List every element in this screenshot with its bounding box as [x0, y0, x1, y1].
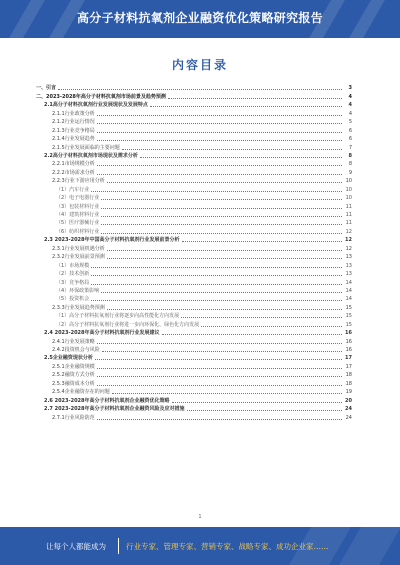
- toc-entry[interactable]: [36, 346, 352, 354]
- toc-entry-title: 2.7.1行业风险防范: [52, 414, 95, 421]
- toc-entry-title: 2.2.3行业下游应用分析: [52, 178, 105, 185]
- toc-entry-page: 11: [345, 212, 352, 218]
- toc-entry-title: 2.5.3融资成本分析: [52, 380, 95, 387]
- toc-entry[interactable]: [36, 312, 352, 320]
- toc-entry-title: （6）纺织材料行业: [56, 228, 100, 235]
- toc-leader-dots: [97, 165, 342, 166]
- toc-entry-page: 4: [348, 102, 352, 109]
- toc-entry-title: 2.2高分子材料抗氧剂市场现状及需求分析: [44, 152, 138, 159]
- toc-leader-dots: [97, 115, 342, 116]
- toc-entry-title: 2.1.1行业政策分析: [52, 110, 95, 117]
- toc-leader-dots: [168, 98, 342, 99]
- toc-entry-page: 8: [348, 161, 352, 168]
- toc-entry-title: （1）高分子材料抗氧剂行业将逐步向高性能化方向发展: [56, 313, 180, 320]
- toc-entry-page: 20: [345, 397, 352, 404]
- toc-leader-dots: [97, 385, 342, 386]
- toc-entry-page: 14: [345, 296, 352, 303]
- toc-entry[interactable]: [36, 379, 352, 387]
- toc-entry-title: 二、2023-2028年高分子材料抗氧剂市场前景及趋势预测: [36, 93, 166, 100]
- toc-entry[interactable]: [36, 270, 352, 278]
- footer-slogan-right: 行业专家、管理专家、营销专家、战略专家、成功企业家……: [126, 542, 329, 551]
- toc-entry[interactable]: [36, 160, 352, 168]
- footer-divider: [118, 538, 119, 554]
- toc-entry[interactable]: [36, 405, 352, 413]
- toc-entry-page: 16: [345, 347, 352, 353]
- toc-entry-title: （2）电子电器行业: [56, 195, 100, 202]
- toc-entry[interactable]: [36, 396, 352, 404]
- toc-leader-dots: [150, 106, 342, 107]
- toc-leader-dots: [91, 267, 342, 268]
- toc-entry-page: 3: [348, 85, 352, 92]
- toc-entry-title: 2.5企业融资现状分析: [44, 355, 93, 362]
- toc-entry-title: （4）环保政策影响: [56, 287, 100, 294]
- toc-entry[interactable]: [36, 92, 352, 100]
- table-of-contents: [36, 84, 352, 422]
- toc-entry[interactable]: [36, 303, 352, 311]
- toc-leader-dots: [95, 359, 342, 360]
- toc-entry[interactable]: [36, 362, 352, 370]
- toc-entry-title: 2.5.4企业融资存在的问题: [52, 389, 110, 396]
- toc-entry[interactable]: [36, 278, 352, 286]
- toc-entry[interactable]: [36, 168, 352, 176]
- toc-leader-dots: [97, 174, 342, 175]
- toc-entry[interactable]: [36, 244, 352, 252]
- toc-leader-dots: [201, 326, 342, 327]
- page-header-banner: [0, 0, 400, 38]
- toc-entry-page: 15: [345, 321, 352, 328]
- toc-entry-title: 2.1.5行业发展面临的主要问题: [52, 144, 120, 151]
- toc-entry-title: （5）医疗器械行业: [56, 220, 100, 227]
- toc-entry-title: 2.4.2投资机会与风险: [52, 347, 100, 353]
- toc-entry-page: 19: [345, 389, 352, 396]
- toc-entry[interactable]: [36, 101, 352, 109]
- toc-entry-title: （2）技术创新: [56, 271, 90, 278]
- toc-entry-page: 14: [345, 287, 352, 294]
- toc-entry[interactable]: [36, 388, 352, 396]
- toc-entry-page: 14: [345, 279, 352, 286]
- toc-entry[interactable]: [36, 219, 352, 227]
- toc-entry-page: 12: [345, 245, 352, 252]
- toc-entry[interactable]: [36, 143, 352, 151]
- toc-leader-dots: [102, 351, 342, 352]
- toc-leader-dots: [187, 410, 342, 411]
- toc-entry-page: 11: [345, 220, 352, 227]
- toc-entry-title: 2.1.3行业竞争格局: [52, 127, 95, 134]
- toc-leader-dots: [101, 216, 342, 217]
- toc-entry-page: 10: [345, 186, 352, 193]
- toc-entry[interactable]: [36, 135, 352, 143]
- toc-entry-page: 6: [348, 127, 352, 134]
- toc-leader-dots: [97, 376, 342, 377]
- toc-entry[interactable]: [36, 354, 352, 362]
- toc-entry-title: 2.4 2023-2028年高分子材料抗氧剂行业发展建议: [44, 330, 160, 337]
- toc-leader-dots: [107, 250, 342, 251]
- toc-entry-title: （1）汽车行业: [56, 186, 90, 193]
- toc-entry[interactable]: [36, 84, 352, 92]
- toc-entry-title: （3）包装材料行业: [56, 203, 100, 210]
- toc-leader-dots: [58, 89, 342, 90]
- toc-leader-dots: [172, 402, 342, 403]
- toc-entry-page: 13: [345, 262, 352, 269]
- toc-entry[interactable]: [36, 329, 352, 337]
- toc-title: 内容目录: [171, 58, 228, 72]
- toc-entry-title: 2.3 2023-2028年中国高分子材料抗氧剂行业发展前景分析: [44, 237, 180, 244]
- report-title: 高分子材料抗氧剂企业融资优化策略研究报告: [76, 11, 323, 25]
- toc-entry[interactable]: [36, 211, 352, 219]
- toc-entry-title: （1）市场规模: [56, 262, 90, 269]
- toc-entry-title: 2.1.2行业运行情况: [52, 119, 95, 126]
- toc-entry-title: （4）建筑材料行业: [56, 212, 100, 218]
- toc-entry-page: 13: [345, 254, 352, 261]
- toc-entry-page: 16: [345, 338, 352, 345]
- toc-entry-page: 10: [345, 178, 352, 185]
- toc-entry-page: 9: [348, 169, 352, 176]
- toc-entry[interactable]: [36, 320, 352, 328]
- toc-leader-dots: [182, 241, 342, 242]
- toc-entry[interactable]: [36, 202, 352, 210]
- toc-entry-title: 一、引言: [36, 85, 57, 92]
- toc-entry-page: 8: [348, 152, 352, 159]
- toc-entry-title: 2.1高分子材料抗氧剂行业发展现状及发展特点: [44, 102, 148, 109]
- toc-leader-dots: [91, 284, 342, 285]
- toc-leader-dots: [122, 149, 342, 150]
- toc-leader-dots: [107, 309, 342, 310]
- toc-entry-title: 2.5.2融资方式分析: [52, 372, 95, 379]
- toc-leader-dots: [91, 191, 342, 192]
- toc-entry-page: 13: [345, 271, 352, 278]
- toc-entry-page: 7: [348, 144, 352, 151]
- toc-leader-dots: [101, 208, 342, 209]
- toc-entry[interactable]: [36, 337, 352, 345]
- page-number: 1: [198, 514, 202, 520]
- toc-entry-title: （3）竞争格局: [56, 279, 90, 286]
- toc-leader-dots: [140, 157, 342, 158]
- toc-entry-page: 18: [345, 372, 352, 379]
- toc-entry[interactable]: [36, 126, 352, 134]
- toc-entry[interactable]: [36, 253, 352, 261]
- toc-leader-dots: [91, 300, 342, 301]
- toc-leader-dots: [97, 140, 342, 141]
- toc-entry-title: （2）高分子材料抗氧剂行业将进一步向环保化、绿色化方向发展: [56, 321, 200, 328]
- toc-entry[interactable]: [36, 152, 352, 160]
- toc-entry[interactable]: [36, 177, 352, 185]
- toc-entry[interactable]: [36, 118, 352, 126]
- toc-entry[interactable]: [36, 295, 352, 303]
- toc-entry-title: 2.4.1行业发展策略: [52, 338, 95, 345]
- toc-entry-page: 17: [345, 363, 352, 370]
- toc-entry[interactable]: [36, 236, 352, 244]
- toc-entry-title: 2.5.1企业融资规模: [52, 363, 95, 370]
- toc-leader-dots: [181, 317, 342, 318]
- toc-leader-dots: [97, 123, 342, 124]
- toc-entry-page: 18: [345, 380, 352, 387]
- toc-entry-title: 2.3.1行业发展机遇分析: [52, 245, 105, 252]
- toc-entry-page: 17: [345, 355, 352, 362]
- toc-leader-dots: [97, 419, 342, 420]
- toc-leader-dots: [97, 368, 342, 369]
- toc-entry-page: 5: [348, 119, 352, 126]
- toc-entry[interactable]: [36, 413, 352, 421]
- toc-entry-title: 2.7 2023-2028年高分子材料抗氧剂企业融资风险及应对措施: [44, 406, 185, 413]
- toc-entry-title: 2.2.2市场需求分析: [52, 169, 95, 176]
- toc-entry-title: 2.3.3行业发展趋势预测: [52, 304, 105, 311]
- toc-leader-dots: [107, 182, 342, 183]
- toc-entry-page: 24: [345, 414, 352, 421]
- toc-leader-dots: [91, 275, 342, 276]
- toc-leader-dots: [97, 343, 342, 344]
- toc-entry[interactable]: [36, 185, 352, 193]
- toc-leader-dots: [101, 292, 342, 293]
- toc-entry-page: 4: [348, 93, 352, 100]
- toc-entry-page: 15: [345, 304, 352, 311]
- toc-entry-title: 2.6 2023-2028年高分子材料抗氧剂企业融资优化策略: [44, 397, 170, 404]
- toc-leader-dots: [101, 199, 342, 200]
- toc-entry[interactable]: [36, 109, 352, 117]
- toc-entry-title: 2.2.1市场规模分析: [52, 161, 95, 168]
- toc-entry-page: 6: [348, 136, 352, 143]
- toc-entry-page: 12: [345, 228, 352, 235]
- toc-entry-page: 12: [345, 237, 352, 244]
- toc-entry-title: 2.1.4行业发展趋势: [52, 136, 95, 143]
- toc-entry-page: 11: [345, 203, 352, 210]
- toc-entry-page: 16: [345, 330, 352, 337]
- footer-slogan-left: 让每个人都能成为: [46, 542, 106, 551]
- toc-entry-page: 24: [345, 406, 352, 413]
- toc-leader-dots: [101, 224, 342, 225]
- toc-entry[interactable]: [36, 261, 352, 269]
- page-footer-banner: [0, 527, 400, 565]
- toc-entry-page: 4: [348, 110, 352, 117]
- toc-leader-dots: [112, 393, 342, 394]
- toc-entry-title: 2.3.2行业发展前景预测: [52, 254, 105, 261]
- toc-entry[interactable]: [36, 287, 352, 295]
- toc-leader-dots: [162, 334, 342, 335]
- toc-entry-page: 15: [345, 313, 352, 320]
- toc-entry-title: （5）投资机会: [56, 296, 90, 303]
- toc-leader-dots: [107, 258, 342, 259]
- toc-entry-page: 10: [345, 195, 352, 202]
- toc-leader-dots: [101, 233, 342, 234]
- toc-leader-dots: [97, 132, 342, 133]
- toc-entry[interactable]: [36, 227, 352, 235]
- toc-entry[interactable]: [36, 194, 352, 202]
- toc-entry[interactable]: [36, 371, 352, 379]
